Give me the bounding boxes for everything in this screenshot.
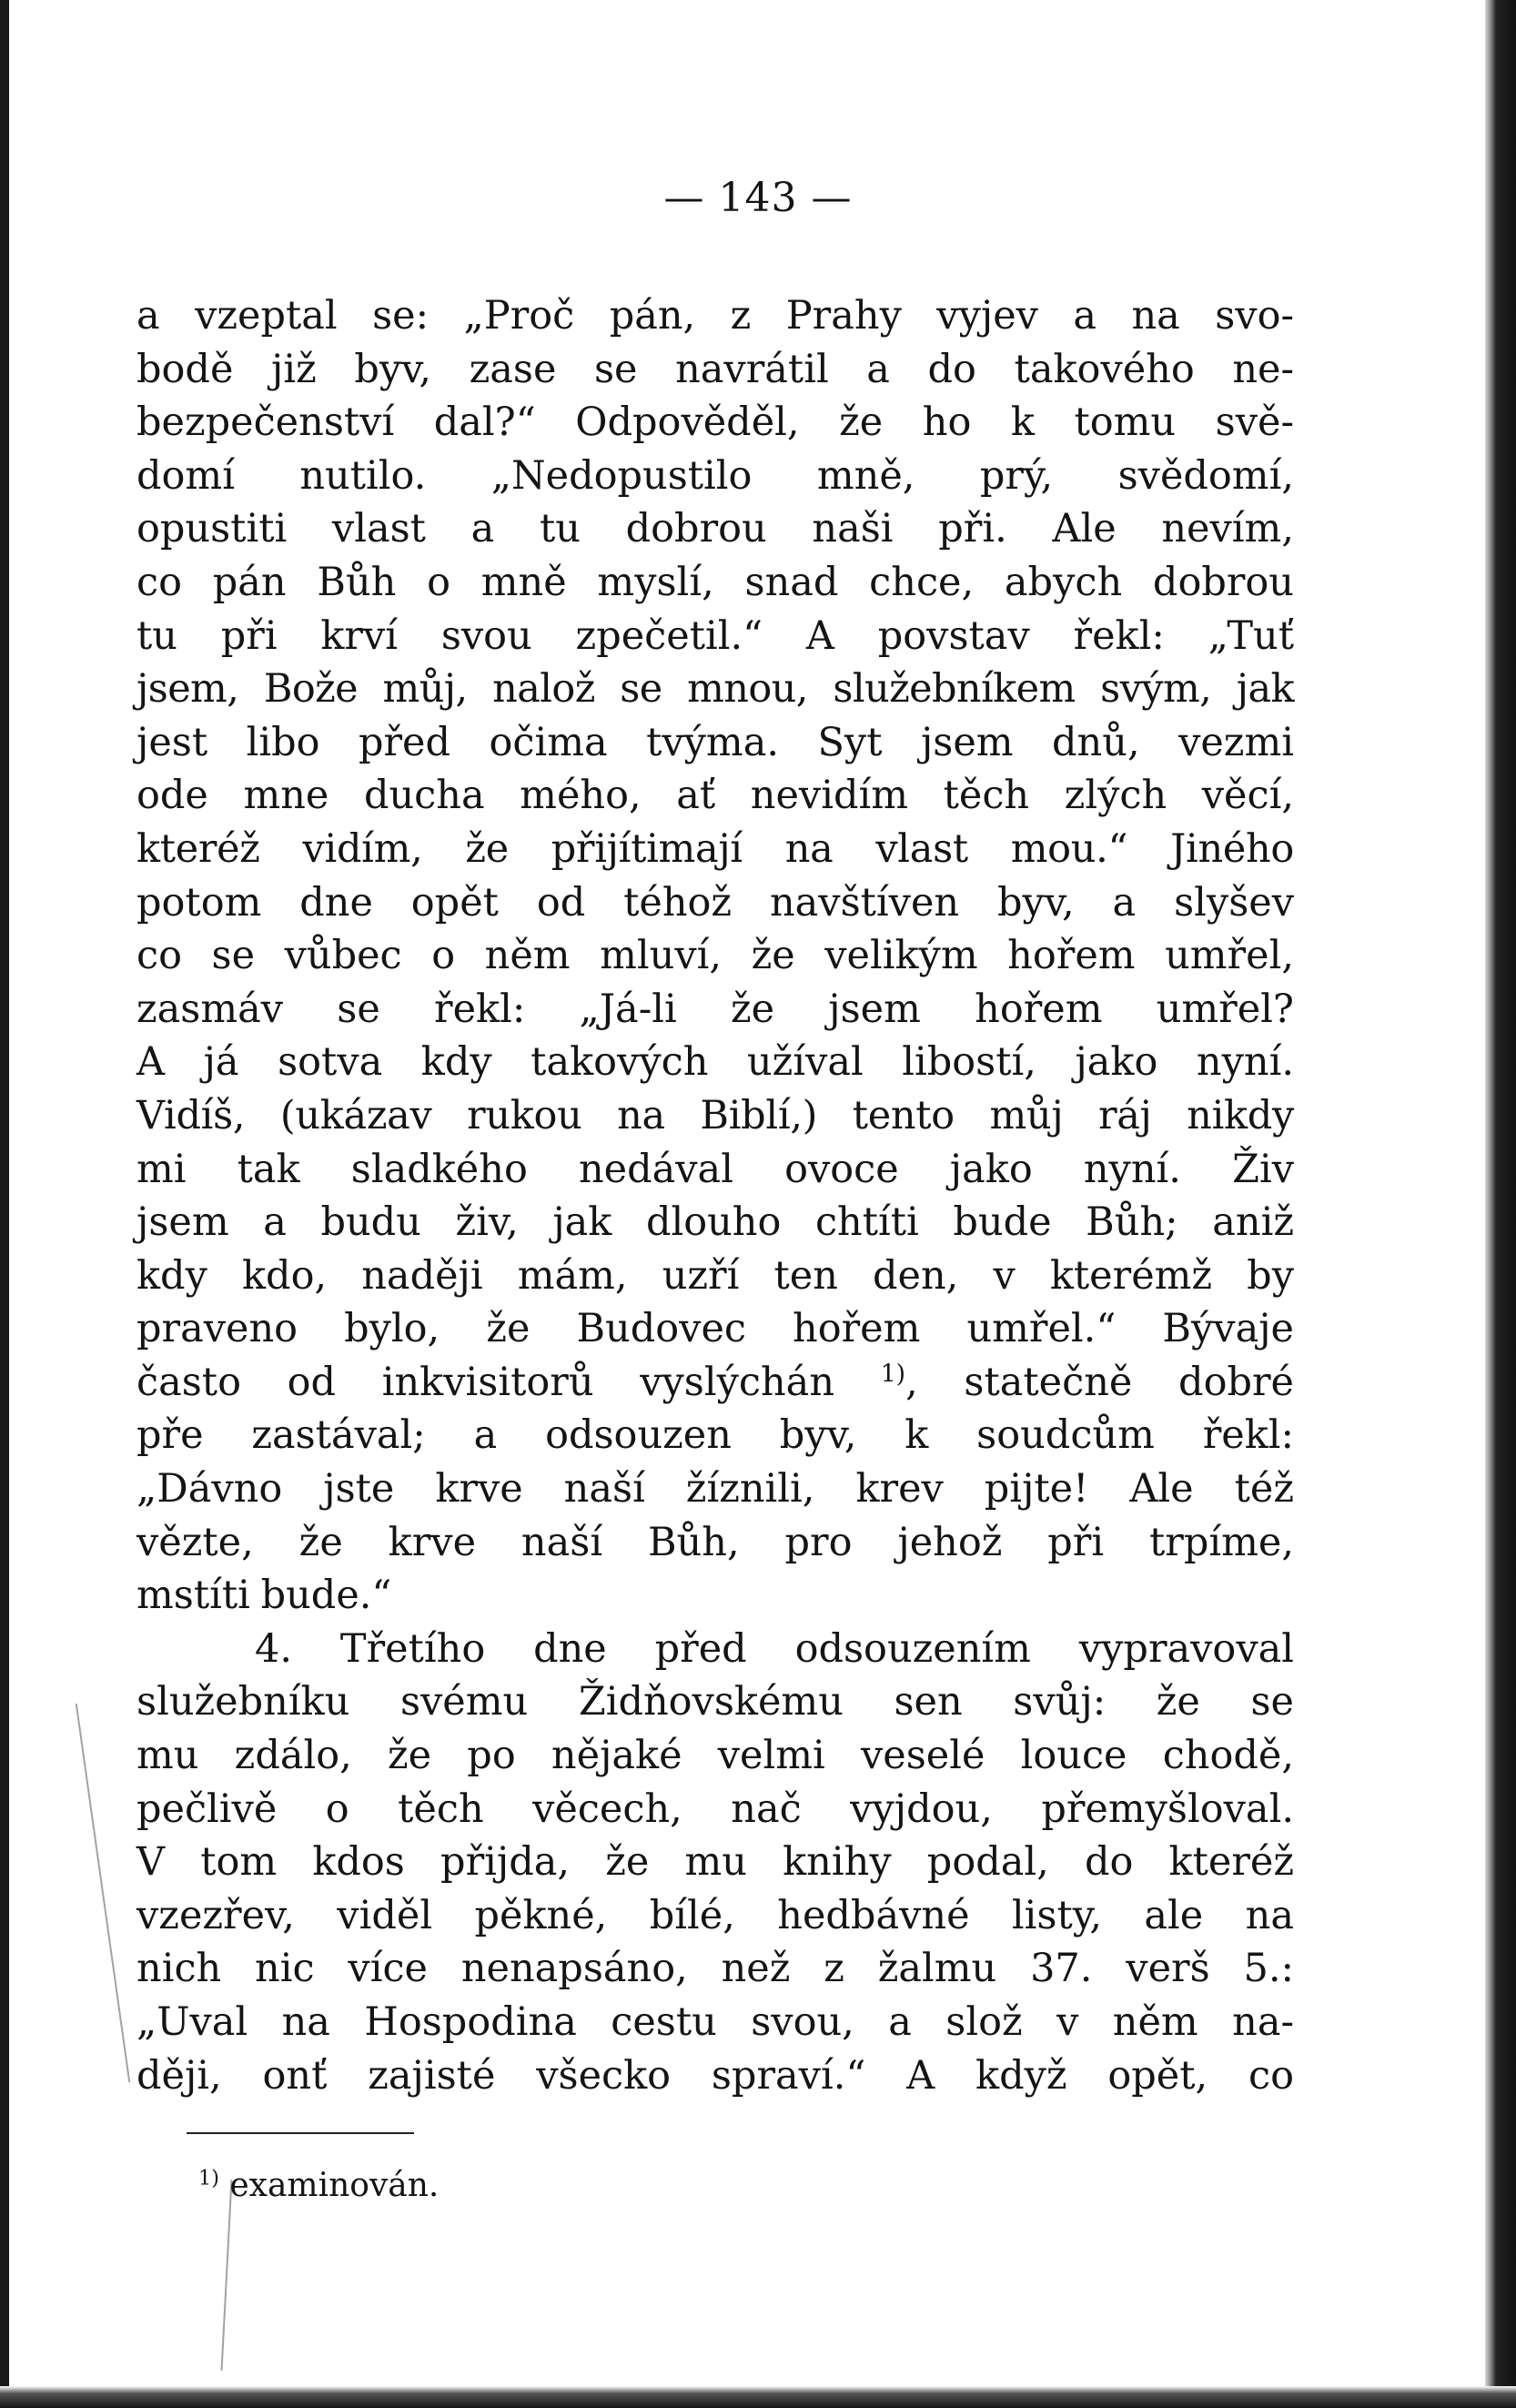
- text-line: opustiti vlast a tu dobrou naši při. Ale nevím,: [136, 506, 1294, 552]
- text-line: V tom kdos přijda, že mu knihy podal, do kteréž: [136, 1839, 1294, 1886]
- text-line: vzezřev, viděl pěkné, bílé, hedbávné listy, ale na: [136, 1892, 1294, 1938]
- text-line: služebníku svému Židňovskému sen svůj: že se: [136, 1679, 1294, 1725]
- text-line: pečlivě o těch věcech, nač vyjdou, přemyšloval.: [136, 1786, 1294, 1832]
- text-line-head: často od inkvisitorů vyslýchán: [136, 1359, 835, 1405]
- text-line: kdy kdo, naději mám, uzří ten den, v kterémž by: [136, 1252, 1294, 1299]
- page-number: — 143 —: [663, 175, 853, 221]
- section-start-line: 4. Třetího dne před odsouzením vypravoval: [255, 1625, 1294, 1672]
- text-line: mu zdálo, že po nějaké velmi veselé louce chodě,: [136, 1733, 1294, 1779]
- text-line: a vzeptal se: „Proč pán, z Prahy vyjev a na svo-: [136, 293, 1294, 339]
- text-line: co pán Bůh o mně myslí, snad chce, abych dobrou: [136, 559, 1294, 605]
- text-line: jest libo před očima tvýma. Syt jsem dnů, vezmi: [136, 719, 1294, 765]
- footnote-divider: [187, 2132, 414, 2134]
- footnote-ref-marker: 1): [880, 1360, 906, 1389]
- text-line: zasmáv se řekl: „Já-li že jsem hořem umřel?: [136, 986, 1294, 1032]
- text-line: kteréž vidím, že přijítimají na vlast mou.“ Jiného: [136, 825, 1294, 872]
- text-line: A já sotva kdy takových užíval libostí, jako nyní.: [136, 1039, 1294, 1086]
- text-line: vězte, že krve naší Bůh, pro jehož při trpíme,: [136, 1519, 1294, 1565]
- text-line: potom dne opět od téhož navštíven byv, a slyšev: [136, 879, 1294, 926]
- text-line: jsem a budu živ, jak dlouho chtíti bude Bůh; aniž: [136, 1199, 1294, 1246]
- text-line: co se vůbec o něm mluví, že velikým hořem umřel,: [136, 933, 1294, 979]
- text-line-tail: , statečně dobré: [905, 1359, 1294, 1405]
- text-line-with-footnote-ref: [136, 1356, 1294, 1410]
- footnote: [198, 2164, 439, 2208]
- scan-border-bottom: [0, 2386, 1516, 2408]
- footnote-marker: 1): [198, 2166, 219, 2190]
- page-scratch-mark: [76, 1704, 130, 2082]
- text-line: „Uval na Hospodina cestu svou, a slož v něm na-: [136, 1999, 1294, 2045]
- page-scratch-mark: [221, 2180, 233, 2371]
- body-text: [136, 289, 1294, 2102]
- text-line: mi tak sladkého nedával ovoce jako nyní. Živ: [136, 1146, 1294, 1192]
- text-line: domí nutilo. „Nedopustilo mně, prý, svědomí,: [136, 452, 1294, 499]
- text-line: pře zastával; a odsouzen byv, k soudcům řekl:: [136, 1412, 1294, 1459]
- text-line: nich nic více nenapsáno, než z žalmu 37. verš 5.:: [136, 1946, 1294, 1992]
- scan-border-left: [0, 0, 9, 2408]
- scan-border-right: [1485, 0, 1516, 2408]
- text-line: tu při krví svou zpečetil.“ A povstav řekl: „Tuť: [136, 612, 1294, 659]
- text-line: mstíti bude.“: [136, 1573, 392, 1619]
- text-line: bezpečenství dal?“ Odpověděl, že ho k tomu svě-: [136, 400, 1294, 446]
- text-line: praveno bylo, že Budovec hořem umřel.“ Bývaje: [136, 1306, 1294, 1352]
- text-line: Vidíš, (ukázav rukou na Biblí,) tento můj ráj nikdy: [136, 1092, 1294, 1138]
- text-line: ode mne ducha mého, ať nevidím těch zlých věcí,: [136, 773, 1294, 819]
- text-line: ději, onť zajisté všecko spraví.“ A když opět, co: [136, 2052, 1294, 2099]
- text-line: „Dávno jste krve naší žíznili, krev pijte! Ale též: [136, 1466, 1294, 1513]
- footnote-text: examinován.: [229, 2167, 440, 2204]
- text-line: bodě již byv, zase se navrátil a do takového ne-: [136, 346, 1294, 392]
- text-line: jsem, Bože můj, nalož se mnou, služebníkem svým, jak: [136, 666, 1294, 713]
